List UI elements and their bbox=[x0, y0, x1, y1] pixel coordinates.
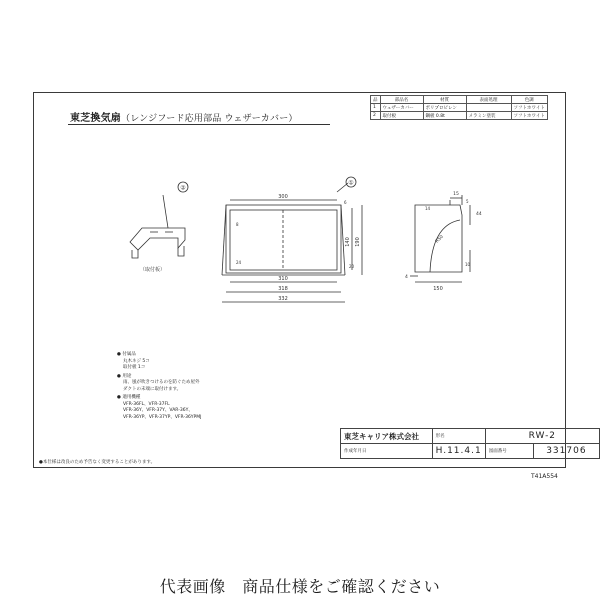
note-line: ● 用途 bbox=[117, 373, 132, 379]
footnote: ●本仕様は改良のため予告なく変更することがあります。 bbox=[39, 460, 156, 465]
dim-318: 318 bbox=[278, 286, 288, 292]
parts-table bbox=[370, 95, 548, 120]
title-sub: （レンジフード応用部品 ウェザーカバー） bbox=[121, 114, 298, 124]
dim-150: 150 bbox=[433, 286, 443, 292]
note-line: ● 付属品 bbox=[117, 352, 136, 357]
dim-8: 8 bbox=[236, 222, 239, 227]
drawing-number: 331706 bbox=[533, 444, 599, 459]
parts-cell: 取付板 bbox=[380, 112, 423, 120]
parts-cell bbox=[466, 104, 511, 112]
title-main: 東芝換気扇 bbox=[70, 113, 121, 124]
model-label: 形名 bbox=[432, 429, 485, 444]
note-line: VFR-36Y、VFR-37Y、VAR-36Y、 bbox=[123, 408, 193, 413]
parts-cell: ソフトホワイト bbox=[511, 104, 547, 112]
notes-block bbox=[117, 352, 201, 421]
parts-header-material: 材質 bbox=[423, 96, 466, 104]
title-underline bbox=[68, 124, 330, 125]
dim-20: 20 bbox=[349, 264, 355, 269]
parts-cell: 1 bbox=[371, 104, 381, 112]
bracket-label: （取付板） bbox=[140, 267, 166, 273]
dim-140: 140 bbox=[345, 237, 351, 247]
parts-header-finish: 表面処理 bbox=[466, 96, 511, 104]
title-block bbox=[340, 428, 600, 459]
parts-cell: メラミン塗装 bbox=[466, 112, 511, 120]
drawing-title bbox=[70, 109, 298, 124]
parts-header-no: 品 bbox=[371, 96, 381, 104]
caption: 代表画像 商品仕様をご確認ください bbox=[159, 577, 441, 596]
parts-row bbox=[371, 104, 548, 112]
parts-cell: ソフトホワイト bbox=[511, 112, 547, 120]
note-line: 丸木ネジ 5コ bbox=[123, 358, 150, 364]
note-line: ● 適用機種 bbox=[117, 395, 141, 400]
dim-5: 5 bbox=[466, 199, 469, 204]
drawing-sheet bbox=[33, 92, 566, 468]
parts-table-header bbox=[371, 96, 548, 104]
parts-header-color: 色調 bbox=[511, 96, 547, 104]
model-number: RW-2 bbox=[485, 429, 599, 444]
note-line: 雨、風が吹きつけるのを防ぐため屋外 bbox=[123, 380, 200, 385]
dim-15: 15 bbox=[453, 192, 459, 197]
date-value: H.11.4.1 bbox=[432, 444, 485, 459]
note-line: 取付板 1コ bbox=[123, 365, 146, 370]
maker-name: 東芝キャリア株式会社 bbox=[341, 429, 433, 444]
callout-label-1: ① bbox=[348, 179, 354, 187]
dim-10: 10 bbox=[465, 262, 471, 267]
dim-4: 4 bbox=[405, 275, 408, 280]
drawing-number-label: 図面番号 bbox=[485, 444, 533, 459]
note-line: ダクトの末端に取付けます。 bbox=[123, 386, 182, 392]
parts-cell: 鋼板 0.8t bbox=[423, 112, 466, 120]
note-line: VFR-36FL、VFR-37FL bbox=[123, 401, 170, 407]
drawing-code: T41A554 bbox=[531, 473, 558, 480]
note-line: VFR-36YP、VFR-37YP、VFR-36YPMJ bbox=[123, 414, 202, 420]
parts-row bbox=[371, 112, 548, 120]
dim-r50: R50 bbox=[434, 234, 445, 245]
dim-310: 310 bbox=[278, 276, 288, 282]
dim-24: 24 bbox=[236, 260, 242, 265]
dim-44: 44 bbox=[476, 212, 482, 217]
parts-cell: ポリプロピレン bbox=[423, 104, 466, 112]
dim-332: 332 bbox=[278, 296, 288, 302]
dim-190: 190 bbox=[355, 237, 361, 247]
parts-header-name: 部品名 bbox=[380, 96, 423, 104]
dim-14: 14 bbox=[425, 206, 431, 211]
date-label: 作成年月日 bbox=[341, 444, 433, 459]
callout-label-2: ② bbox=[180, 184, 186, 192]
parts-cell: 2 bbox=[371, 112, 381, 120]
parts-cell: ウェザーカバー bbox=[380, 104, 423, 112]
dim-6: 6 bbox=[344, 200, 347, 205]
dim-300: 300 bbox=[278, 194, 288, 200]
